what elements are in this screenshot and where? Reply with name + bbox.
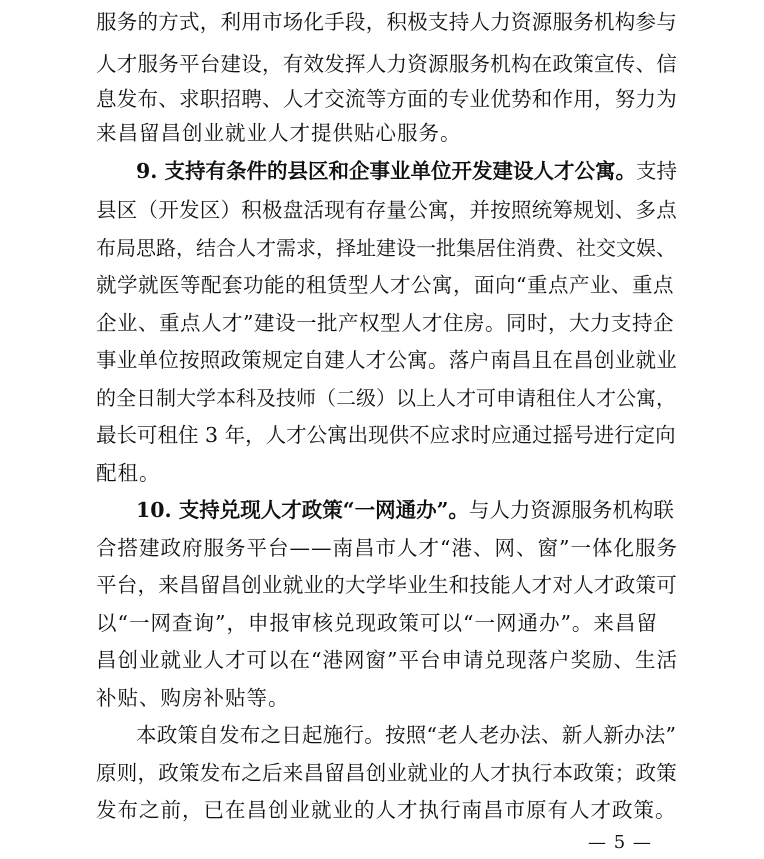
page-number: — 5 — bbox=[588, 832, 652, 853]
paragraph-2-line-8: 最长可租住 3 年，人才公寓出现供不应求时应通过摇号进行定向 bbox=[96, 423, 676, 447]
item-10-heading: 10. 支持兑现人才政策“一网通办”。 bbox=[136, 498, 469, 522]
paragraph-2-line-3: 布局思路，结合人才需求，择址建设一批集居住消费、社交文娱、 bbox=[96, 236, 676, 260]
paragraph-2-first-line bbox=[136, 159, 677, 183]
paragraph-1-line-4: 来昌留昌创业就业人才提供贴心服务。 bbox=[96, 121, 462, 145]
paragraph-2-line-4: 就学就医等配套功能的租赁型人才公寓，面向“重点产业、重点 bbox=[96, 273, 674, 297]
paragraph-3-first-line bbox=[136, 498, 674, 522]
paragraph-1-line-1: 服务的方式，利用市场化手段，积极支持人力资源服务机构参与 bbox=[96, 10, 677, 34]
paragraph-4-line-2: 原则，政策发布之后来昌留昌创业就业的人才执行本政策；政策 bbox=[96, 761, 677, 785]
paragraph-2-line-2: 县区（开发区）积极盘活现有存量公寓，并按照统筹规划、多点 bbox=[96, 198, 677, 222]
paragraph-3-line-2: 合搭建政府服务平台——南昌市人才“港、网、窗”一体化服务 bbox=[96, 536, 678, 560]
paragraph-3-line-4: 以“一网查询”，申报审核兑现政策可以“一网通办”。来昌留 bbox=[96, 611, 658, 635]
paragraph-4-line-3: 发布之前，已在昌创业就业的人才执行南昌市原有人才政策。 bbox=[96, 798, 677, 822]
paragraph-2-line-7: 的全日制大学本科及技师（二级）以上人才可申请租住人才公寓， bbox=[96, 386, 676, 410]
paragraph-2-line-6: 事业单位按照政策规定自建人才公寓。落户南昌且在昌创业就业 bbox=[96, 348, 677, 372]
paragraph-3-line-3: 平台，来昌留昌创业就业的大学毕业生和技能人才对人才政策可 bbox=[96, 573, 677, 597]
item-9-heading: 9. 支持有条件的县区和企事业单位开发建设人才公寓。 bbox=[136, 159, 637, 183]
paragraph-4-first-line: 本政策自发布之日起施行。按照“老人老办法、新人新办法” bbox=[136, 723, 677, 747]
paragraph-3-line-5: 昌创业就业人才可以在“港网窗”平台申请兑现落户奖励、生活 bbox=[96, 648, 678, 672]
paragraph-1-line-2: 人才服务平台建设，有效发挥人力资源服务机构在政策宣传、信 bbox=[96, 52, 677, 76]
paragraph-1-line-3: 息发布、求职招聘、人才交流等方面的专业优势和作用，努力为 bbox=[96, 87, 677, 111]
paragraph-2-line-9: 配租。 bbox=[96, 461, 161, 485]
item-9-first-line-rest: 支持 bbox=[636, 159, 678, 183]
paragraph-3-line-6: 补贴、购房补贴等。 bbox=[96, 686, 290, 710]
item-10-first-line-rest: 与人力资源服务机构联 bbox=[468, 498, 674, 522]
paragraph-2-line-5: 企业、重点人才”建设一批产权型人才住房。同时，大力支持企 bbox=[96, 311, 674, 335]
